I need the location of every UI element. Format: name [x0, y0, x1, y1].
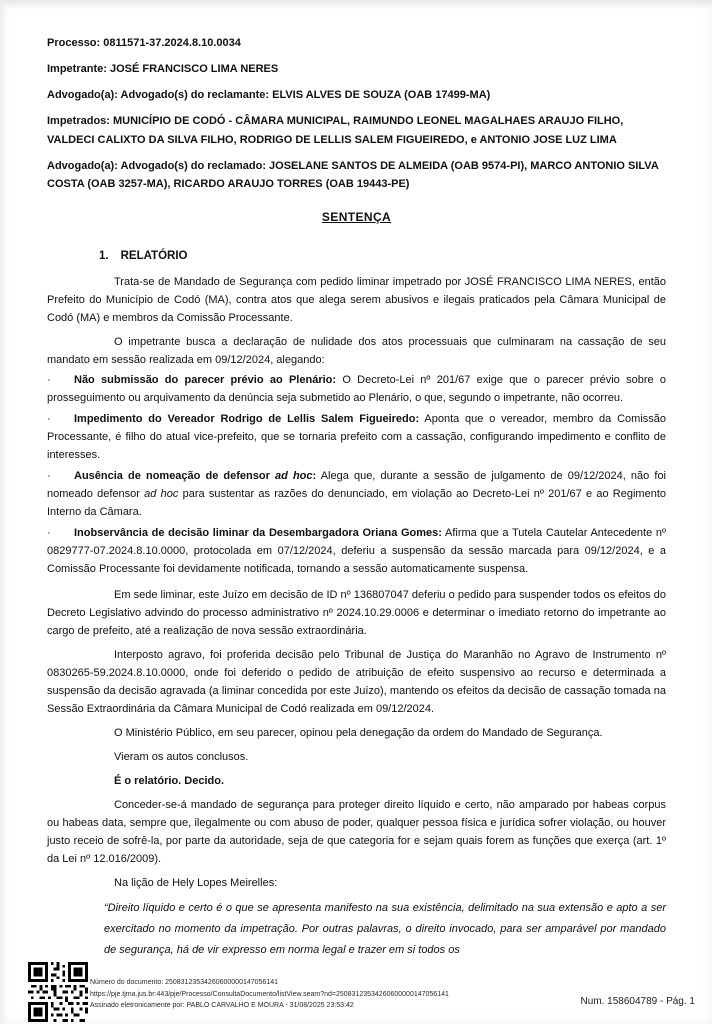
bullet-marker: ·: [47, 469, 51, 482]
paragraph-relatorio-decido: É o relatório. Decido.: [114, 774, 225, 787]
case-header: [47, 34, 666, 194]
paragraph-intro: Trata-se de Mandado de Segurança com pedido liminar impetrado por JOSÉ FRANCISCO LIMA NERES, então Prefeito do Município de Codó (MA), contra atos que alega serem abusivos e ilegais praticados pela Câmara Municipal de Codó (MA) e membros da Comissão Processante.: [47, 275, 666, 324]
section-number: 1.: [99, 249, 109, 262]
header-advogado-impetrados: Advogado(a): Advogado(s) do reclamado: JOSELANE SANTOS DE ALMEIDA (OAB 9574-PI), MARCO ANTONIO SILVA COSTA (OAB 3257-MA), RICARDO ARAUJO TORRES (OAB 19443-PE): [47, 159, 659, 190]
paragraph-pedido: O impetrante busca a declaração de nulidade dos atos processuais que culminaram na cassação de seu mandato em sessão realizada em 09/12/2024, alegando:: [47, 335, 666, 366]
bullet-text: Impedimento do Vereador Rodrigo de Lellis Salem Figueiredo: Aponta que o vereador, membro da Comissão Processante, é filho do atual vice-prefeito, que se tornaria prefeito com a cassação, configurando impedimento e conflito de interesses.: [47, 412, 666, 461]
quote-block: “Direito líquido e certo é o que se apresenta manifesto na sua existência, delimitado na sua extensão e apto a ser exercitado no momento da impetração. Por outras palavras, o direito invocado, para ser amparável por mandado de segurança, há de vir expresso em norma legal e trazer em si todos os: [104, 901, 666, 956]
page-number: Num. 158604789 - Pág. 1: [580, 996, 695, 1007]
bullet-marker: ·: [47, 526, 51, 539]
footer-metadata: [90, 977, 449, 1012]
document-content: [47, 34, 666, 961]
footer-doc-number: Número do documento: 25083123534260600000147056141: [90, 979, 278, 986]
section-title: RELATÓRIO: [120, 249, 188, 262]
bullet-item-parecer-previo: [47, 371, 666, 407]
bullet-text: Não submissão do parecer prévio ao Plenário: O Decreto-Lei nº 201/67 exige que o parecer prévio sobre o prosseguimento ou arquivamento da denúncia seja submetido ao Plenário, o que, segundo o impetrante, não ocorreu.: [47, 373, 666, 404]
paragraph-autos-conclusos: Vieram os autos conclusos.: [114, 750, 249, 763]
qr-code: [28, 962, 88, 1022]
header-impetrados: Impetrados: MUNICÍPIO DE CODÓ - CÂMARA MUNICIPAL, RAIMUNDO LEONEL MAGALHAES ARAUJO FILHO, VALDECI CALIXTO DA SILVA FILHO, RODRIGO DE LELLIS SALEM FIGUEIREDO, e ANTONIO JOSE LUZ LIMA: [47, 115, 624, 146]
paragraph-agravo: Interposto agravo, foi proferida decisão pelo Tribunal de Justiça do Maranhão no Agravo de Instrumento nº 0830265-59.2024.8.10.0000, onde foi deferido o pedido de atribuição de efeito suspensivo ao recurso e determinada a suspensão da decisão agravada (a liminar concedida por este Juízo), mantendo os efeitos da decisão de cassação tomada na Sessão Extraordinária da Câmara Municipal de Codó realizada em 09/12/2024.: [47, 648, 666, 715]
bullet-item-defensor-ad-hoc: [47, 467, 666, 521]
scan-edge-top: [0, 0, 712, 9]
bullet-item-impedimento-vereador: [47, 410, 666, 464]
bullet-text: Inobservância de decisão liminar da Desembargadora Oriana Gomes: Afirma que a Tutela Cautelar Antecedente nº 0829777-07.2024.8.10.0000, protocolada em 07/12/2024, deferiu a suspensão da sessão marcada para 09/12/2024, e a Comissão Processante foi devidamente notificada, tornando a sessão automaticamente suspensa.: [47, 526, 666, 575]
document-title: SENTENÇA: [321, 209, 392, 224]
header-advogado-impetrante: Advogado(a): Advogado(s) do reclamante: ELVIS ALVES DE SOUZA (OAB 17499-MA): [47, 89, 491, 101]
bullet-text: Ausência de nomeação de defensor ad hoc: Alega que, durante a sessão de julgamento de 09/12/2024, não foi nomeado defensor ad hoc para sustentar as razões do denunciado, em violação ao Decreto-Lei nº 201/67 e ao Regimento Interno da Câmara.: [47, 469, 667, 518]
document-body: [47, 250, 666, 961]
header-processo: Processo: 0811571-37.2024.8.10.0034: [47, 37, 241, 49]
bullet-marker: ·: [47, 412, 51, 425]
paragraph-sede-liminar: Em sede liminar, este Juízo em decisão de ID nº 136807047 deferiu o pedido para suspender todos os efeitos do Decreto Legislativo advindo do processo administrativo nº 2024.10.29.0006 e determinar o imediato retorno do impetrante ao cargo de prefeito, até a realização de nova sessão extraordinária.: [47, 588, 666, 637]
paragraph-licao-meirelles: Na lição de Hely Lopes Meirelles:: [114, 876, 278, 889]
bullet-marker: ·: [47, 373, 51, 386]
paragraph-conceder: Conceder-se-á mandado de segurança para proteger direito líquido e certo, não amparado por habeas corpus ou habeas data, sempre que, ilegalmente ou com abuso de poder, qualquer pessoa física e jurídica sofrer violação, ou houver justo receio de sofrê-la, por parte da autoridade, seja de que categoria for e sejam quais forem as funções que exerça (art. 1º da Lei nº 12.016/2009).: [47, 798, 666, 865]
scan-edge-left: [0, 0, 7, 1024]
footer-url: https://pje.tjma.jus.br:443/pje/Processo/ConsultaDocumento/listView.seam?nd=25083123534260600000147056141: [90, 990, 449, 998]
bullet-item-decisao-liminar: [47, 524, 666, 578]
footer-signature: Assinado eletronicamente por: PABLO CARVALHO E MOURA - 31/08/2025 23:53:42: [90, 1002, 354, 1009]
paragraph-ministerio-publico: O Ministério Público, em seu parecer, opinou pela denegação da ordem do Mandado de Segurança.: [114, 726, 603, 739]
section-heading-relatorio: [99, 250, 666, 262]
header-impetrante: Impetrante: JOSÉ FRANCISCO LIMA NERES: [47, 63, 279, 75]
